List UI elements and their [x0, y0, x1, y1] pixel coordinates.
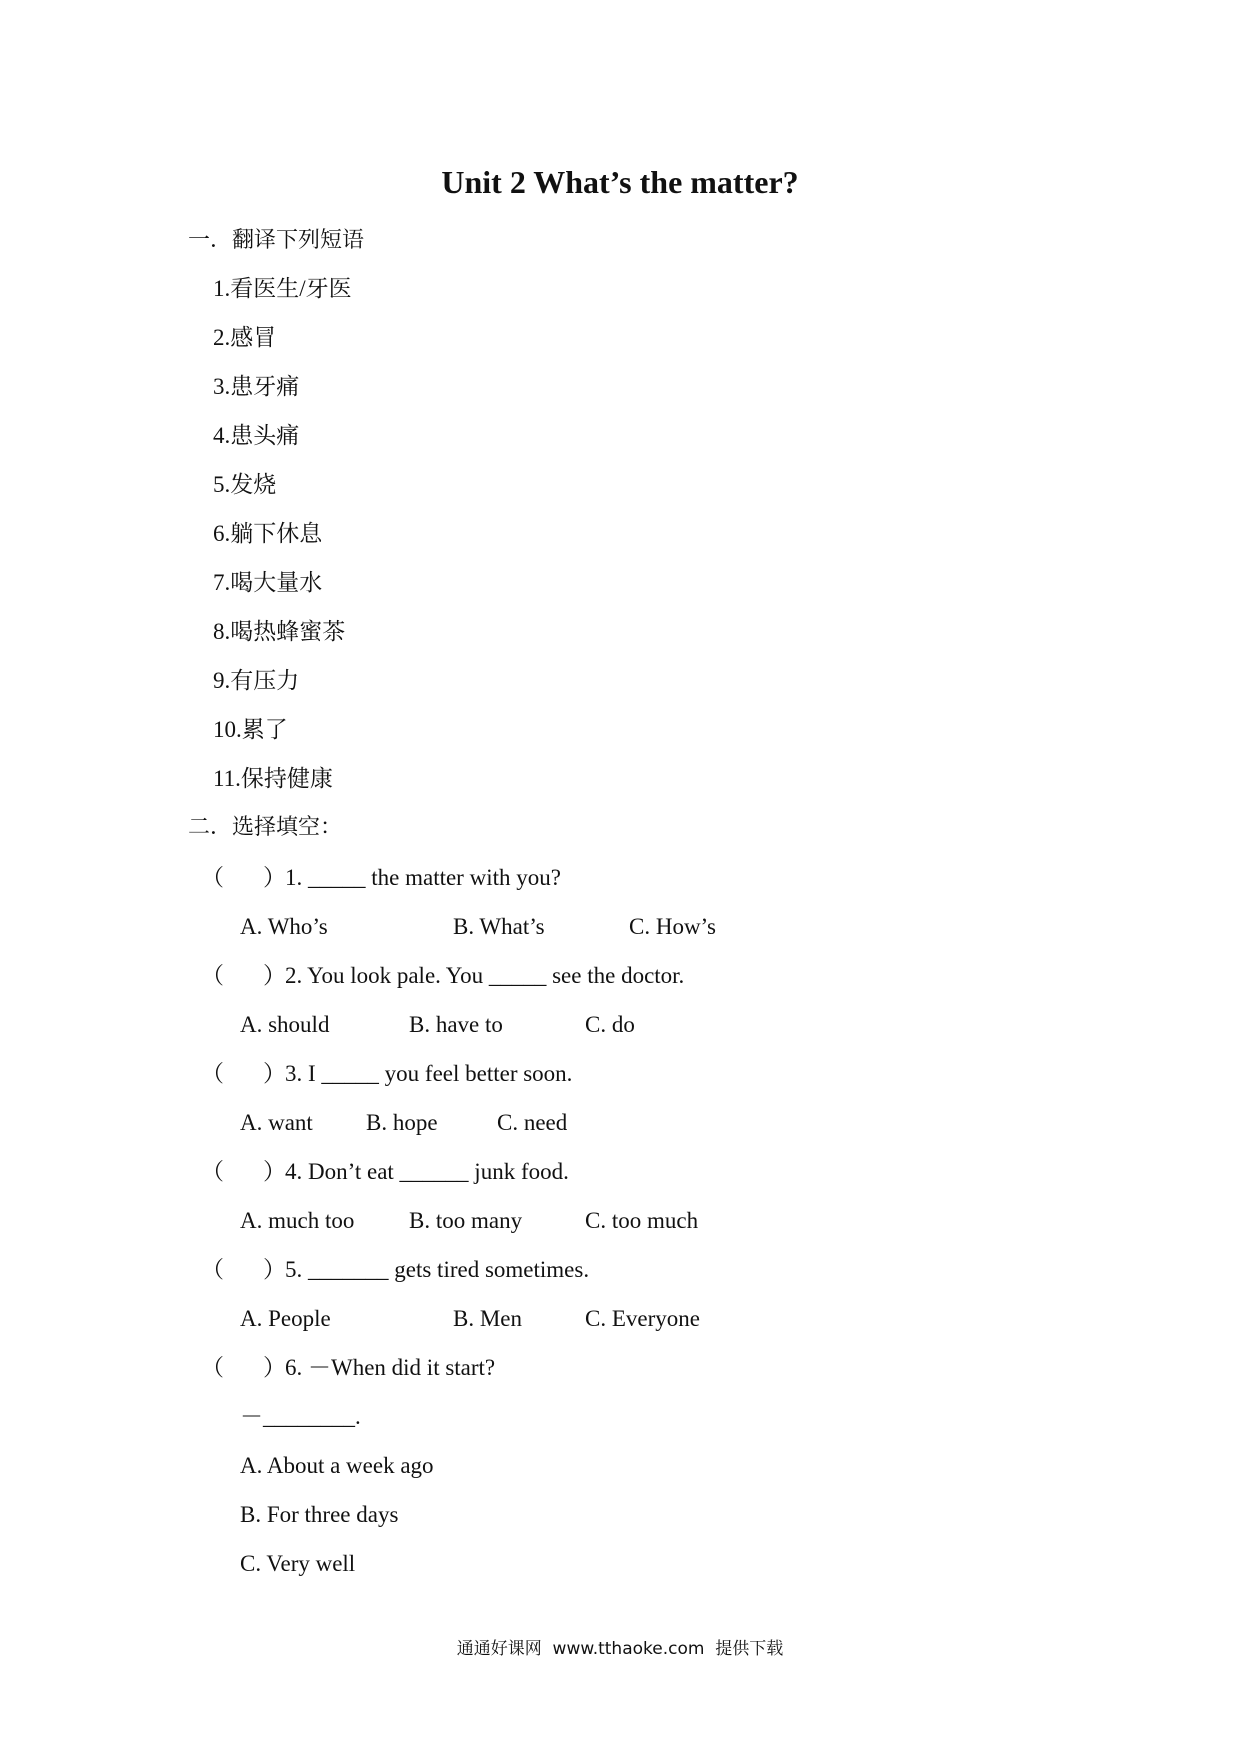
question-text: 6. －When did it start?: [285, 1355, 496, 1380]
option-a: A. much too: [240, 1208, 355, 1233]
answer-paren-open: （: [201, 1159, 224, 1184]
phrase-item: 11.保持健康: [213, 766, 333, 791]
phrase-item: 9.有压力: [213, 668, 300, 693]
question-text: 4. Don’t eat ______ junk food.: [285, 1159, 569, 1184]
question-text: 3. I _____ you feel better soon.: [285, 1061, 573, 1086]
option-b: B. hope: [366, 1110, 438, 1135]
phrase-item: 5.发烧: [213, 472, 277, 497]
option-c: C. Very well: [240, 1551, 356, 1576]
page-title: Unit 2 What’s the matter?: [441, 164, 799, 200]
option-c: C. do: [585, 1012, 635, 1037]
option-a: A. Who’s: [240, 914, 328, 939]
option-b: B. too many: [409, 1208, 523, 1233]
footer-source-text: 通通好课网 www.tthaoke.com 提供下载: [456, 1639, 784, 1659]
answer-paren-open: （: [201, 963, 224, 988]
answer-line: －________.: [240, 1404, 361, 1429]
option-c: C. need: [497, 1110, 568, 1135]
phrase-item: 6.躺下休息: [213, 521, 323, 546]
answer-paren-close: ）: [263, 1257, 286, 1282]
option-c: C. Everyone: [585, 1306, 700, 1331]
phrase-item: 1.看医生/牙医: [213, 276, 352, 301]
answer-paren-close: ）: [263, 1159, 286, 1184]
section-2-heading: 二．选择填空：: [188, 815, 343, 840]
question-text: 1. _____ the matter with you?: [285, 865, 561, 890]
option-a: A. People: [240, 1306, 331, 1331]
option-c: C. too much: [585, 1208, 699, 1233]
option-c: C. How’s: [629, 914, 716, 939]
answer-paren-open: （: [201, 1257, 224, 1282]
answer-paren-open: （: [201, 1355, 224, 1380]
option-a: A. should: [240, 1012, 330, 1037]
answer-paren-open: （: [201, 1061, 224, 1086]
phrase-item: 10.累了: [213, 717, 288, 742]
option-a: A. About a week ago: [240, 1453, 434, 1478]
phrase-item: 3.患牙痛: [213, 374, 300, 399]
answer-paren-close: ）: [263, 865, 286, 890]
question-text: 2. You look pale. You _____ see the doctor.: [285, 963, 685, 988]
question-text: 5. _______ gets tired sometimes.: [285, 1257, 590, 1282]
option-b: B. have to: [409, 1012, 503, 1037]
option-b: B. For three days: [240, 1502, 399, 1527]
phrase-item: 4.患头痛: [213, 423, 300, 448]
phrase-item: 2.感冒: [213, 325, 277, 350]
section-1-heading: 一．翻译下列短语: [188, 228, 365, 253]
answer-paren-close: ）: [263, 1355, 286, 1380]
answer-paren-close: ）: [263, 963, 286, 988]
answer-paren-open: （: [201, 865, 224, 890]
phrase-item: 8.喝热蜂蜜茶: [213, 619, 346, 644]
option-a: A. want: [240, 1110, 313, 1135]
option-b: B. Men: [453, 1306, 522, 1331]
option-b: B. What’s: [453, 914, 545, 939]
phrase-item: 7.喝大量水: [213, 570, 323, 595]
answer-paren-close: ）: [263, 1061, 286, 1086]
